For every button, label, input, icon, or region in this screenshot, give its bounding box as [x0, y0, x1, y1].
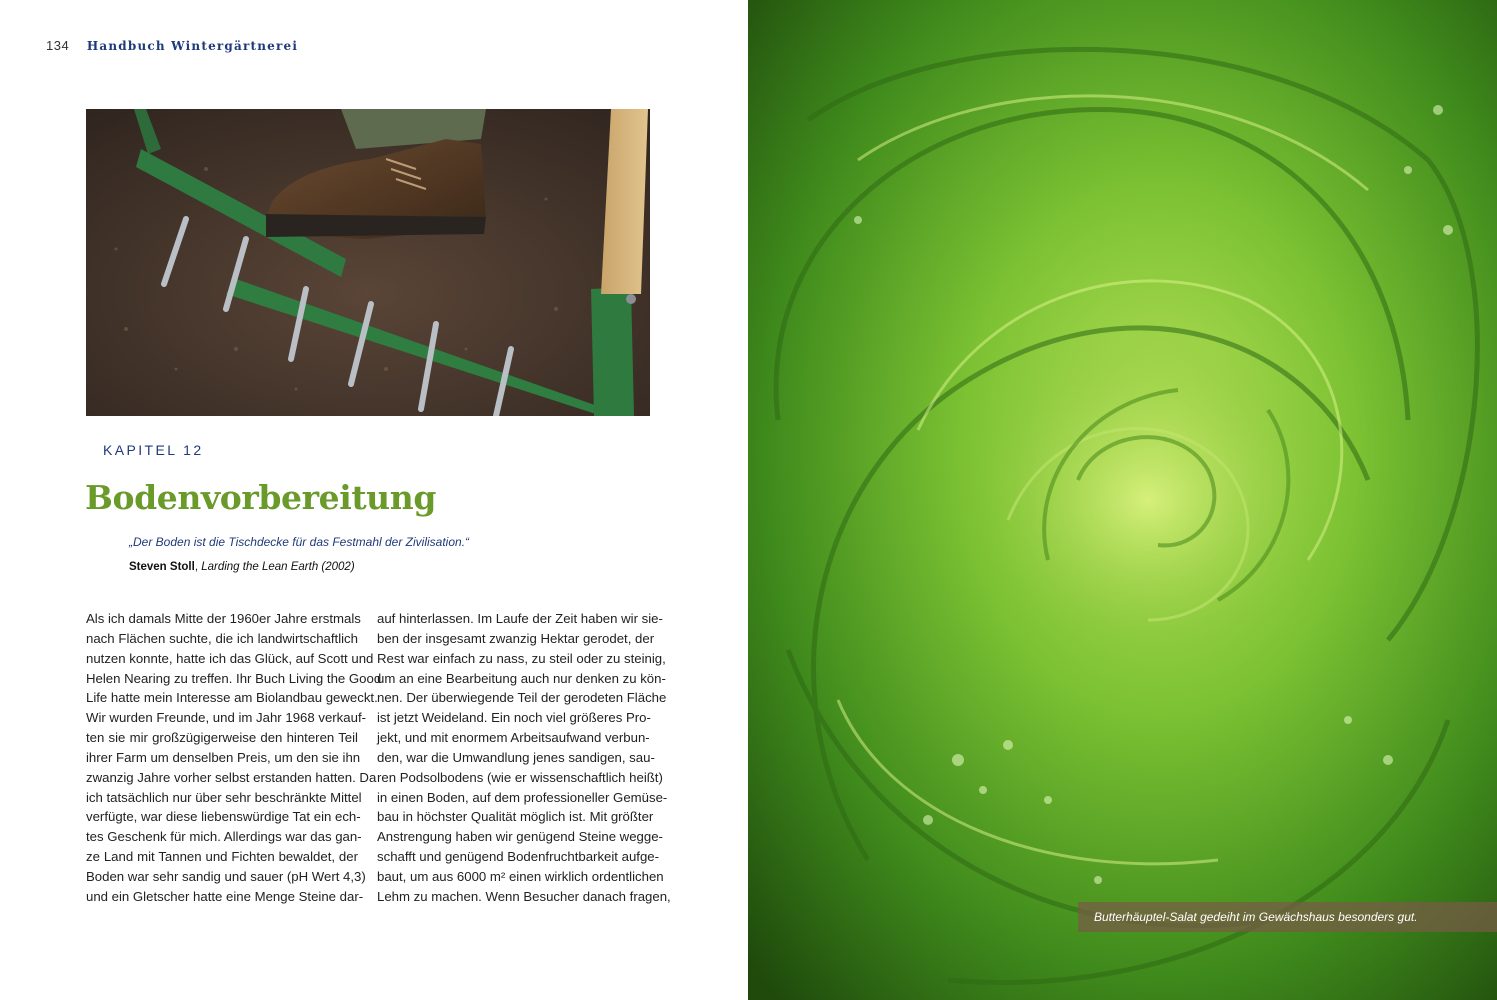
body-line: zwanzig Jahre vorher selbst erstanden hatten. Da: [86, 769, 377, 785]
body-line: Life hatte mein Interesse am Biolandbau geweckt.: [86, 690, 378, 706]
body-line: und ein Gletscher hatte eine Menge Steine dar-: [86, 888, 364, 904]
body-line: auf hinterlassen. Im Laufe der Zeit haben wir sie-: [377, 611, 663, 626]
epigraph-quote: „Der Boden ist die Tischdecke für das Festmahl der Zivilisation.“: [129, 535, 470, 549]
body-line: Wir wurden Freunde, und im Jahr 1968 verkauf-: [86, 710, 366, 726]
body-line: nutzen konnte, hatte ich das Glück, auf Scott und: [86, 650, 374, 666]
epigraph-source: Larding the Lean Earth (2002): [201, 561, 355, 573]
lettuce-photo: [748, 0, 1497, 1000]
body-line: Helen Nearing zu treffen. Ihr Buch Living the Good: [86, 670, 382, 686]
body-line: ihrer Farm um denselben Preis, um den sie ihn: [86, 749, 361, 765]
chapter-title: Bodenvorbereitung: [85, 478, 437, 517]
body-line: ze Land mit Tannen und Fichten bewaldet, der: [86, 849, 358, 865]
body-line: in einen Boden, auf dem professioneller Gemüse-: [377, 789, 668, 805]
body-column-2: [377, 609, 671, 907]
body-line: ben der insgesamt zwanzig Hektar gerodet, der: [377, 630, 655, 646]
body-line: ist jetzt Weideland. Ein noch viel größeres Pro-: [377, 710, 651, 726]
photo-caption: Butterhäuptel-Salat gedeiht im Gewächshaus besonders gut.: [1078, 902, 1497, 932]
chapter-label: KAPITEL 12: [103, 442, 204, 458]
body-line: baut, um aus 6000 m² einen wirklich ordentlichen: [377, 868, 664, 884]
body-line: ten sie mir großzügigerweise den hinteren Teil: [86, 730, 358, 746]
body-line: nen. Der überwiegende Teil der gerodeten Fläche: [377, 690, 667, 706]
right-page: [748, 0, 1497, 1000]
broadfork-image: [86, 109, 650, 416]
body-line: jekt, und mit enormem Arbeitsaufwand verbun-: [377, 730, 650, 746]
body-line: den, war die Umwandlung jenes sandigen, sau-: [377, 749, 655, 765]
body-line: ren Podsolbodens (wie er wissenschaftlich heißt): [377, 769, 663, 785]
page-number: 134: [46, 38, 70, 53]
body-line: Als ich damals Mitte der 1960er Jahre erstmals: [86, 611, 361, 626]
running-head: [46, 38, 298, 53]
epigraph-author: Steven Stoll: [129, 561, 195, 573]
body-line: ich tatsächlich nur über sehr beschränkte Mittel: [86, 789, 362, 805]
broadfork-photo: [86, 109, 650, 416]
left-page: [0, 0, 748, 1000]
body-line: um an eine Bearbeitung auch nur denken zu kön-: [377, 670, 666, 686]
body-line: bau in höchster Qualität möglich ist. Mit größter: [377, 809, 654, 825]
body-line: Rest war einfach zu nass, zu steil oder zu steinig,: [377, 650, 666, 666]
body-line: Anstrengung haben wir genügend Steine wegge-: [377, 829, 663, 845]
epigraph: [129, 535, 689, 573]
epigraph-attribution: Steven Stoll, Larding the Lean Earth (2002): [129, 561, 355, 573]
body-column-1: [86, 609, 382, 907]
body-line: Lehm zu machen. Wenn Besucher danach fragen,: [377, 888, 671, 904]
body-line: nach Flächen suchte, die ich landwirtschaftlich: [86, 630, 358, 646]
book-title: Handbuch Wintergärtnerei: [86, 39, 299, 53]
body-line: Boden war sehr sandig und sauer (pH Wert 4,3): [86, 868, 366, 884]
body-line: tes Geschenk für mich. Allerdings war das gan-: [86, 829, 362, 845]
body-line: verfügte, war diese liebenswürdige Tat ein ech-: [86, 809, 361, 825]
body-line: schafft und genügend Bodenfruchtbarkeit aufge-: [377, 849, 660, 865]
